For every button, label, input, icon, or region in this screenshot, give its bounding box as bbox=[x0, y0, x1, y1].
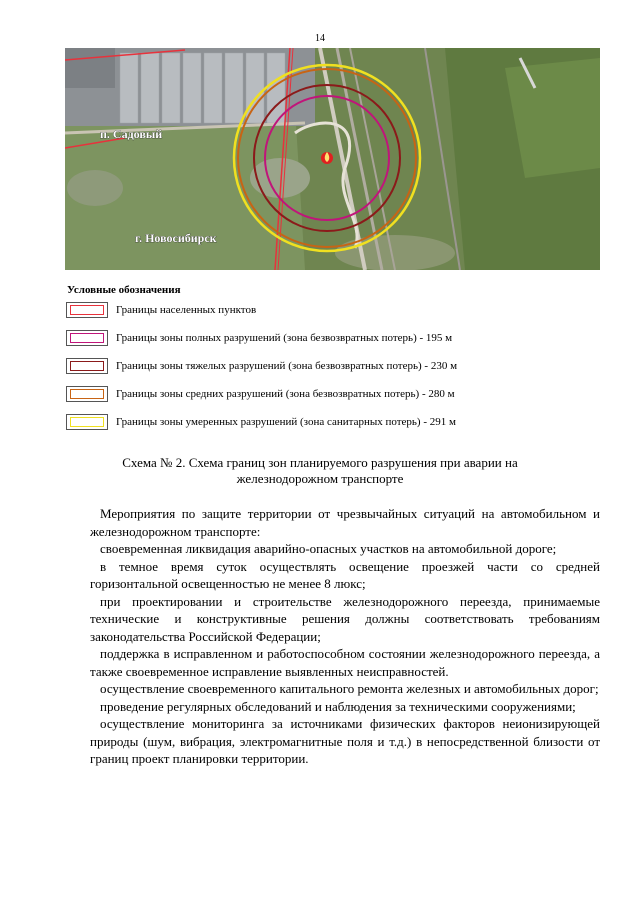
legend-item-medium-destruction bbox=[66, 386, 455, 402]
legend-label: Границы зоны средних разрушений (зона безвозвратных потерь) - 280 м bbox=[116, 388, 455, 400]
legend-item-moderate-destruction bbox=[66, 414, 456, 430]
legend-swatch bbox=[66, 414, 108, 430]
paragraph-item: в темное время суток осуществлять освещение проезжей части со средней горизонтальной освещенностью не менее 8 люкс; bbox=[90, 558, 600, 591]
paragraph-item: осуществление мониторинга за источниками физических факторов неионизирующей природы (шум, вибрация, электромагнитные поля и т.д.) в непосредственной близости от границ проект планировки территории. bbox=[90, 716, 600, 766]
caption-line-1: Схема № 2. Схема границ зон планируемого разрушения при аварии на bbox=[122, 455, 518, 470]
satellite-map bbox=[65, 48, 600, 270]
caption-line-2: железнодорожном транспорте bbox=[236, 471, 404, 486]
figure-caption bbox=[80, 455, 560, 487]
legend-label: Границы населенных пунктов bbox=[116, 304, 257, 316]
paragraph-item: своевременная ликвидация аварийно-опасных участков на автомобильной дороге; bbox=[100, 541, 557, 556]
legend-title: Условные обозначения bbox=[67, 284, 181, 296]
paragraph-item: проведение регулярных обследований и наблюдения за техническими сооружениями; bbox=[100, 698, 576, 714]
legend-swatch bbox=[66, 386, 108, 402]
legend-label: Границы зоны тяжелых разрушений (зона безвозвратных потерь) - 230 м bbox=[116, 360, 458, 372]
fire-hazard-icon bbox=[321, 152, 333, 164]
legend-item-full-destruction bbox=[66, 330, 452, 346]
legend-item-settlements bbox=[66, 302, 256, 318]
paragraph-intro: Мероприятия по защите территории от чрезвычайных ситуаций на автомобильном и железнодорожном транспорте: bbox=[90, 506, 600, 539]
legend-item-heavy-destruction bbox=[66, 358, 457, 374]
legend-label: Границы зоны полных разрушений (зона безвозвратных потерь) - 195 м bbox=[116, 332, 453, 344]
map-label-village: п. Садовый bbox=[100, 127, 163, 141]
legend-label: Границы зоны умеренных разрушений (зона санитарных потерь) - 291 м bbox=[116, 416, 456, 428]
map-label-city: г. Новосибирск bbox=[135, 231, 217, 245]
body-text bbox=[90, 505, 600, 768]
legend-swatch bbox=[66, 358, 108, 374]
legend-swatch bbox=[66, 302, 108, 318]
page-number: 14 bbox=[315, 33, 325, 44]
paragraph-item: при проектировании и строительстве железнодорожного переезда, принимаемые технические и конструктивные решения должны соответствовать требованиям законодательства Российской Федерации; bbox=[90, 593, 600, 644]
legend-swatch bbox=[66, 330, 108, 346]
paragraph-item: поддержка в исправленном и работоспособном состоянии железнодорожного переезда, а также своевременное исправление выявленных неисправностей. bbox=[90, 646, 600, 679]
paragraph-item: осуществление своевременного капитального ремонта железных и автомобильных дорог; bbox=[100, 681, 599, 696]
